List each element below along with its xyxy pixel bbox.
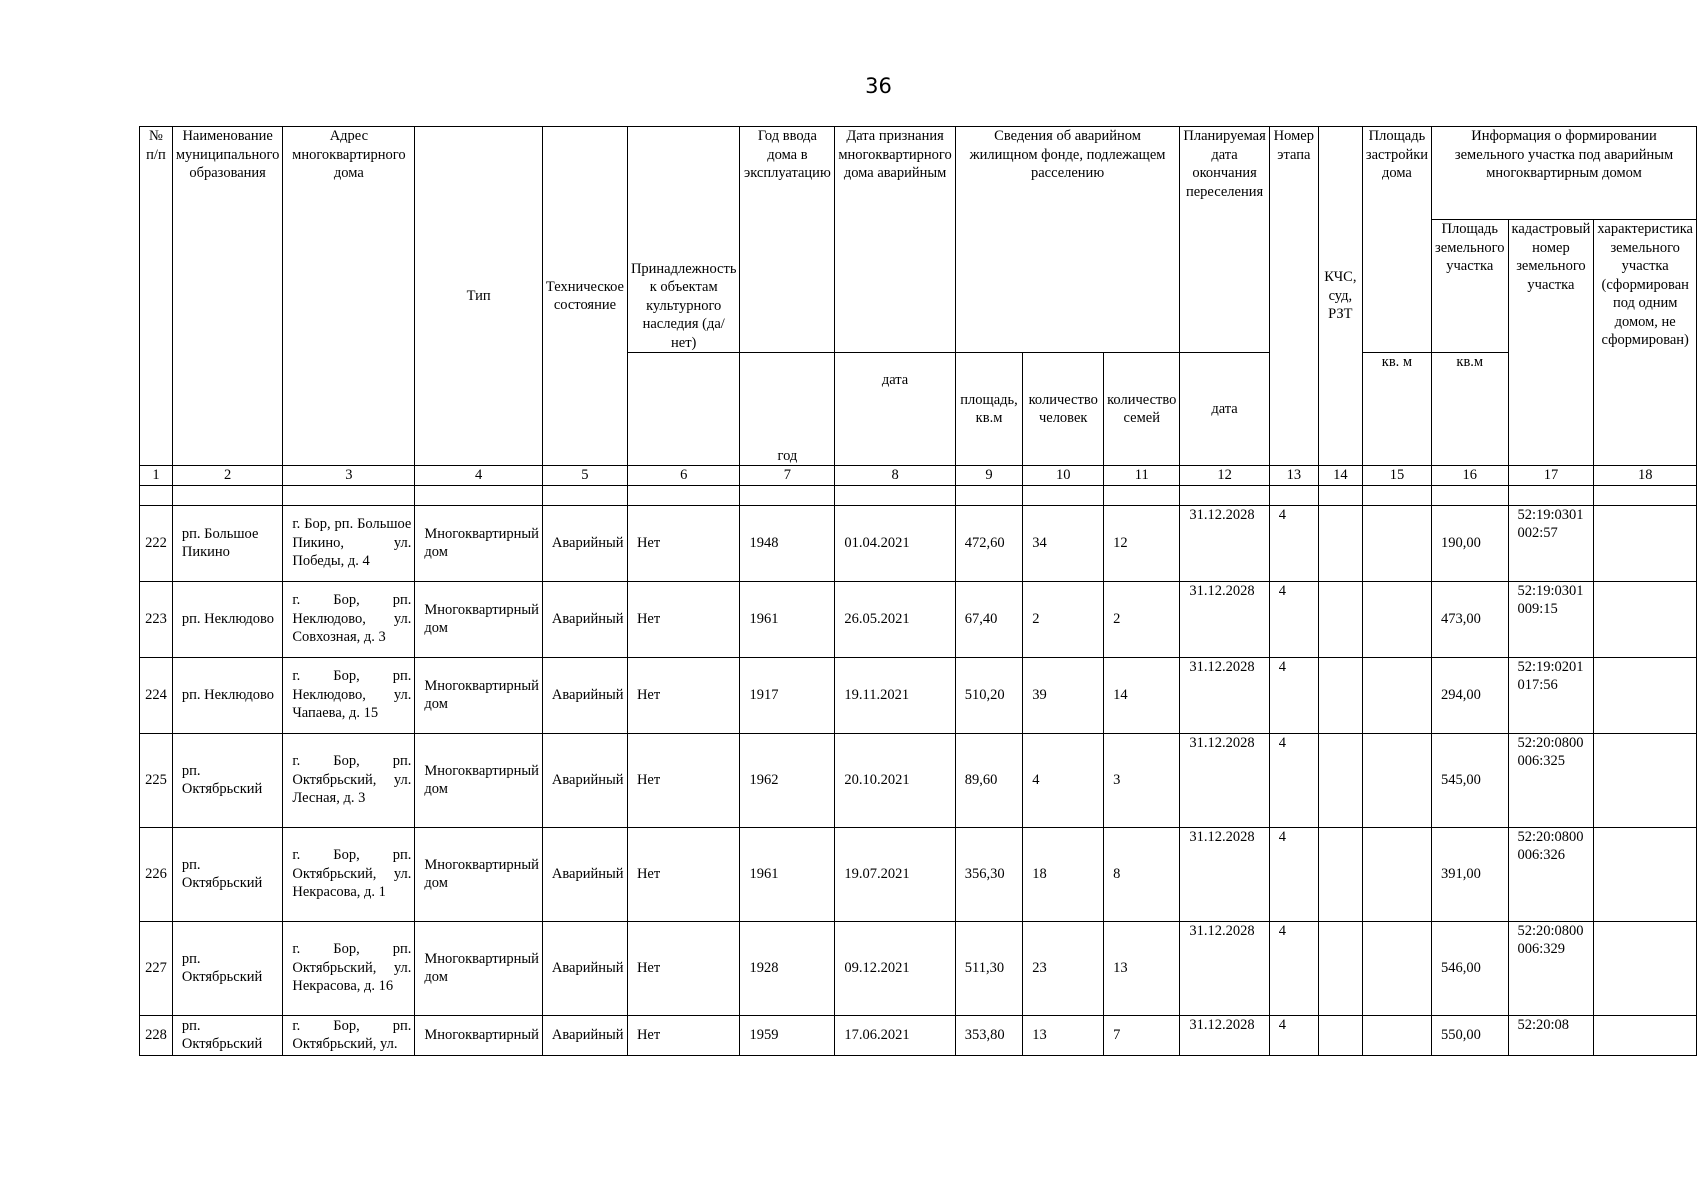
header-col-8: Дата признания многоквартирного дома аварийным: [835, 127, 955, 353]
header-col-7: Год ввода дома в эксплуатацию: [740, 127, 835, 353]
cell-address: г. Бор, рп. Октябрьский, ул.: [283, 1015, 415, 1055]
table-row: [140, 505, 1697, 581]
cell-stage: 4: [1269, 827, 1318, 921]
cell-state: Аварийный: [542, 505, 627, 581]
cell-municipality: рп. Октябрьский: [172, 733, 282, 827]
cell-number: 226: [140, 827, 173, 921]
column-number: 17: [1508, 466, 1594, 486]
cell-type: Многоквартирный: [415, 1015, 543, 1055]
header-row-1: [140, 127, 1697, 220]
cell-heritage: Нет: [627, 921, 740, 1015]
cell-planned-date: 31.12.2028: [1180, 921, 1269, 1015]
cell-families: 3: [1104, 733, 1180, 827]
table-row: [140, 733, 1697, 827]
cell-area: 510,20: [955, 657, 1023, 733]
cell-heritage: Нет: [627, 657, 740, 733]
cell-number: 228: [140, 1015, 173, 1055]
cell-area: 356,30: [955, 827, 1023, 921]
spacer-row: [140, 485, 1697, 505]
cell-municipality: рп. Октябрьский: [172, 921, 282, 1015]
cell-area: 472,60: [955, 505, 1023, 581]
cell-stage: 4: [1269, 657, 1318, 733]
cell-year: 1917: [740, 657, 835, 733]
header-col-7-sub: год: [740, 353, 835, 466]
cell-heritage: Нет: [627, 505, 740, 581]
cell-families: 7: [1104, 1015, 1180, 1055]
column-number: 10: [1023, 466, 1104, 486]
cell-land-area: 391,00: [1432, 827, 1508, 921]
cell-heritage: Нет: [627, 827, 740, 921]
cell-people: 13: [1023, 1015, 1104, 1055]
table-row: [140, 921, 1697, 1015]
cell-planned-date: 31.12.2028: [1180, 1015, 1269, 1055]
cell-families: 12: [1104, 505, 1180, 581]
cell-address: г. Бор, рп. Большое Пикино, ул. Победы, д. 4: [283, 505, 415, 581]
header-col-13: Номер этапа: [1269, 127, 1318, 466]
cell-cadastral-number: 52:20:0800006:326: [1508, 827, 1594, 921]
cell-people: 18: [1023, 827, 1104, 921]
cell-year: 1928: [740, 921, 835, 1015]
column-number: 4: [415, 466, 543, 486]
cell-land-characteristic: [1594, 733, 1697, 827]
table-row: [140, 581, 1697, 657]
cell-building-area: [1362, 827, 1431, 921]
cell-land-characteristic: [1594, 657, 1697, 733]
cell-area: 511,30: [955, 921, 1023, 1015]
header-col-16: Площадь земельного участка: [1432, 220, 1508, 353]
cell-municipality: рп. Октябрьский: [172, 827, 282, 921]
cell-area: 89,60: [955, 733, 1023, 827]
column-number: 2: [172, 466, 282, 486]
header-col-16-18: Информация о формировании земельного участка под аварийным многоквартирным домом: [1432, 127, 1697, 220]
cell-recognition-date: 09.12.2021: [835, 921, 955, 1015]
cell-cadastral-number: 52:20:0800006:329: [1508, 921, 1594, 1015]
header-col-12-sub: дата: [1180, 353, 1269, 466]
cell-recognition-date: 19.11.2021: [835, 657, 955, 733]
cell-building-area: [1362, 1015, 1431, 1055]
cell-people: 23: [1023, 921, 1104, 1015]
cell-number: 222: [140, 505, 173, 581]
column-number: 3: [283, 466, 415, 486]
cell-type: Многоквартирный дом: [415, 827, 543, 921]
cell-type: Многоквартирный дом: [415, 733, 543, 827]
cell-land-area: 546,00: [1432, 921, 1508, 1015]
cell-state: Аварийный: [542, 921, 627, 1015]
header-col-3: Адрес многоквартирного дома: [283, 127, 415, 466]
header-col-6: Принадлежность к объектам культурного наследия (да/нет): [627, 127, 740, 353]
column-number: 12: [1180, 466, 1269, 486]
cell-building-area: [1362, 505, 1431, 581]
cell-planned-date: 31.12.2028: [1180, 733, 1269, 827]
cell-land-area: 545,00: [1432, 733, 1508, 827]
cell-families: 14: [1104, 657, 1180, 733]
cell-kchs: [1318, 657, 1362, 733]
cell-address: г. Бор, рп. Октябрьский, ул. Некрасова, д. 16: [283, 921, 415, 1015]
column-number: 14: [1318, 466, 1362, 486]
cell-cadastral-number: 52:19:0201017:56: [1508, 657, 1594, 733]
cell-heritage: Нет: [627, 581, 740, 657]
cell-kchs: [1318, 1015, 1362, 1055]
column-number: 5: [542, 466, 627, 486]
cell-stage: 4: [1269, 505, 1318, 581]
cell-recognition-date: 19.07.2021: [835, 827, 955, 921]
cell-address: г. Бор, рп. Октябрьский, ул. Лесная, д. 3: [283, 733, 415, 827]
cell-recognition-date: 26.05.2021: [835, 581, 955, 657]
cell-state: Аварийный: [542, 733, 627, 827]
cell-land-characteristic: [1594, 505, 1697, 581]
cell-state: Аварийный: [542, 657, 627, 733]
cell-stage: 4: [1269, 921, 1318, 1015]
cell-year: 1962: [740, 733, 835, 827]
cell-people: 2: [1023, 581, 1104, 657]
header-col-15-sub: кв. м: [1362, 353, 1431, 466]
cell-number: 223: [140, 581, 173, 657]
cell-planned-date: 31.12.2028: [1180, 827, 1269, 921]
header-col-2: Наименование муниципального образования: [172, 127, 282, 466]
cell-cadastral-number: 52:19:0301002:57: [1508, 505, 1594, 581]
cell-land-characteristic: [1594, 1015, 1697, 1055]
cell-land-characteristic: [1594, 921, 1697, 1015]
cell-municipality: рп. Большое Пикино: [172, 505, 282, 581]
cell-planned-date: 31.12.2028: [1180, 581, 1269, 657]
column-number: 16: [1432, 466, 1508, 486]
cell-building-area: [1362, 733, 1431, 827]
column-number: 15: [1362, 466, 1431, 486]
header-col-16-sub: кв.м: [1432, 353, 1508, 466]
cell-year: 1961: [740, 827, 835, 921]
page-number: 36: [865, 74, 892, 98]
cell-year: 1961: [740, 581, 835, 657]
cell-planned-date: 31.12.2028: [1180, 505, 1269, 581]
cell-land-area: 190,00: [1432, 505, 1508, 581]
header-col-18: характеристика земельного участка (сформирован под одним домом, не сформирован): [1594, 220, 1697, 466]
column-number: 18: [1594, 466, 1697, 486]
header-col-10: количество человек: [1023, 353, 1104, 466]
cell-year: 1948: [740, 505, 835, 581]
header-col-1: № п/п: [140, 127, 173, 466]
cell-planned-date: 31.12.2028: [1180, 657, 1269, 733]
cell-address: г. Бор, рп. Октябрьский, ул. Некрасова, д. 1: [283, 827, 415, 921]
cell-municipality: рп. Октябрьский: [172, 1015, 282, 1055]
cell-year: 1959: [740, 1015, 835, 1055]
cell-heritage: Нет: [627, 733, 740, 827]
header-col-9-11: Сведения об аварийном жилищном фонде, подлежащем расселению: [955, 127, 1180, 353]
cell-cadastral-number: 52:20:0800006:325: [1508, 733, 1594, 827]
cell-families: 2: [1104, 581, 1180, 657]
header-col-11: количество семей: [1104, 353, 1180, 466]
cell-number: 225: [140, 733, 173, 827]
header-col-15: Площадь застройки дома: [1362, 127, 1431, 353]
header-col-6-empty: [627, 353, 740, 466]
header-col-5: Техническое состояние: [542, 127, 627, 466]
header-col-4: Тип: [415, 127, 543, 466]
column-number: 9: [955, 466, 1023, 486]
column-number: 1: [140, 466, 173, 486]
table-row: [140, 827, 1697, 921]
table-row: [140, 657, 1697, 733]
cell-state: Аварийный: [542, 827, 627, 921]
cell-people: 39: [1023, 657, 1104, 733]
cell-people: 4: [1023, 733, 1104, 827]
cell-stage: 4: [1269, 581, 1318, 657]
header-col-12: Планируемая дата окончания переселения: [1180, 127, 1269, 353]
cell-people: 34: [1023, 505, 1104, 581]
cell-building-area: [1362, 657, 1431, 733]
cell-land-area: 473,00: [1432, 581, 1508, 657]
cell-building-area: [1362, 581, 1431, 657]
cell-number: 224: [140, 657, 173, 733]
cell-type: Многоквартирный дом: [415, 505, 543, 581]
cell-type: Многоквартирный дом: [415, 921, 543, 1015]
cell-recognition-date: 01.04.2021: [835, 505, 955, 581]
cell-cadastral-number: 52:19:0301009:15: [1508, 581, 1594, 657]
column-number: 13: [1269, 466, 1318, 486]
cell-recognition-date: 20.10.2021: [835, 733, 955, 827]
cell-area: 353,80: [955, 1015, 1023, 1055]
cell-recognition-date: 17.06.2021: [835, 1015, 955, 1055]
cell-families: 8: [1104, 827, 1180, 921]
cell-address: г. Бор, рп. Неклюдово, ул. Совхозная, д. 3: [283, 581, 415, 657]
cell-cadastral-number: 52:20:08: [1508, 1015, 1594, 1055]
cell-area: 67,40: [955, 581, 1023, 657]
table-row: [140, 1015, 1697, 1055]
cell-land-area: 550,00: [1432, 1015, 1508, 1055]
cell-address: г. Бор, рп. Неклюдово, ул. Чапаева, д. 15: [283, 657, 415, 733]
column-number-row: [140, 466, 1697, 486]
cell-kchs: [1318, 921, 1362, 1015]
cell-families: 13: [1104, 921, 1180, 1015]
cell-state: Аварийный: [542, 1015, 627, 1055]
cell-kchs: [1318, 505, 1362, 581]
cell-state: Аварийный: [542, 581, 627, 657]
cell-building-area: [1362, 921, 1431, 1015]
column-number: 7: [740, 466, 835, 486]
cell-stage: 4: [1269, 733, 1318, 827]
header-col-14: КЧС, суд, РЗТ: [1318, 127, 1362, 466]
cell-kchs: [1318, 581, 1362, 657]
cell-municipality: рп. Неклюдово: [172, 581, 282, 657]
cell-municipality: рп. Неклюдово: [172, 657, 282, 733]
cell-kchs: [1318, 827, 1362, 921]
cell-type: Многоквартирный дом: [415, 581, 543, 657]
column-number: 8: [835, 466, 955, 486]
header-col-8-sub: дата: [835, 353, 955, 466]
cell-land-characteristic: [1594, 827, 1697, 921]
register-table: [139, 126, 1697, 1056]
cell-heritage: Нет: [627, 1015, 740, 1055]
column-number: 11: [1104, 466, 1180, 486]
header-col-9: площадь, кв.м: [955, 353, 1023, 466]
column-number: 6: [627, 466, 740, 486]
cell-kchs: [1318, 733, 1362, 827]
header-col-17: кадастровый номер земельного участка: [1508, 220, 1594, 466]
cell-land-characteristic: [1594, 581, 1697, 657]
cell-stage: 4: [1269, 1015, 1318, 1055]
cell-number: 227: [140, 921, 173, 1015]
cell-type: Многоквартирный дом: [415, 657, 543, 733]
cell-land-area: 294,00: [1432, 657, 1508, 733]
